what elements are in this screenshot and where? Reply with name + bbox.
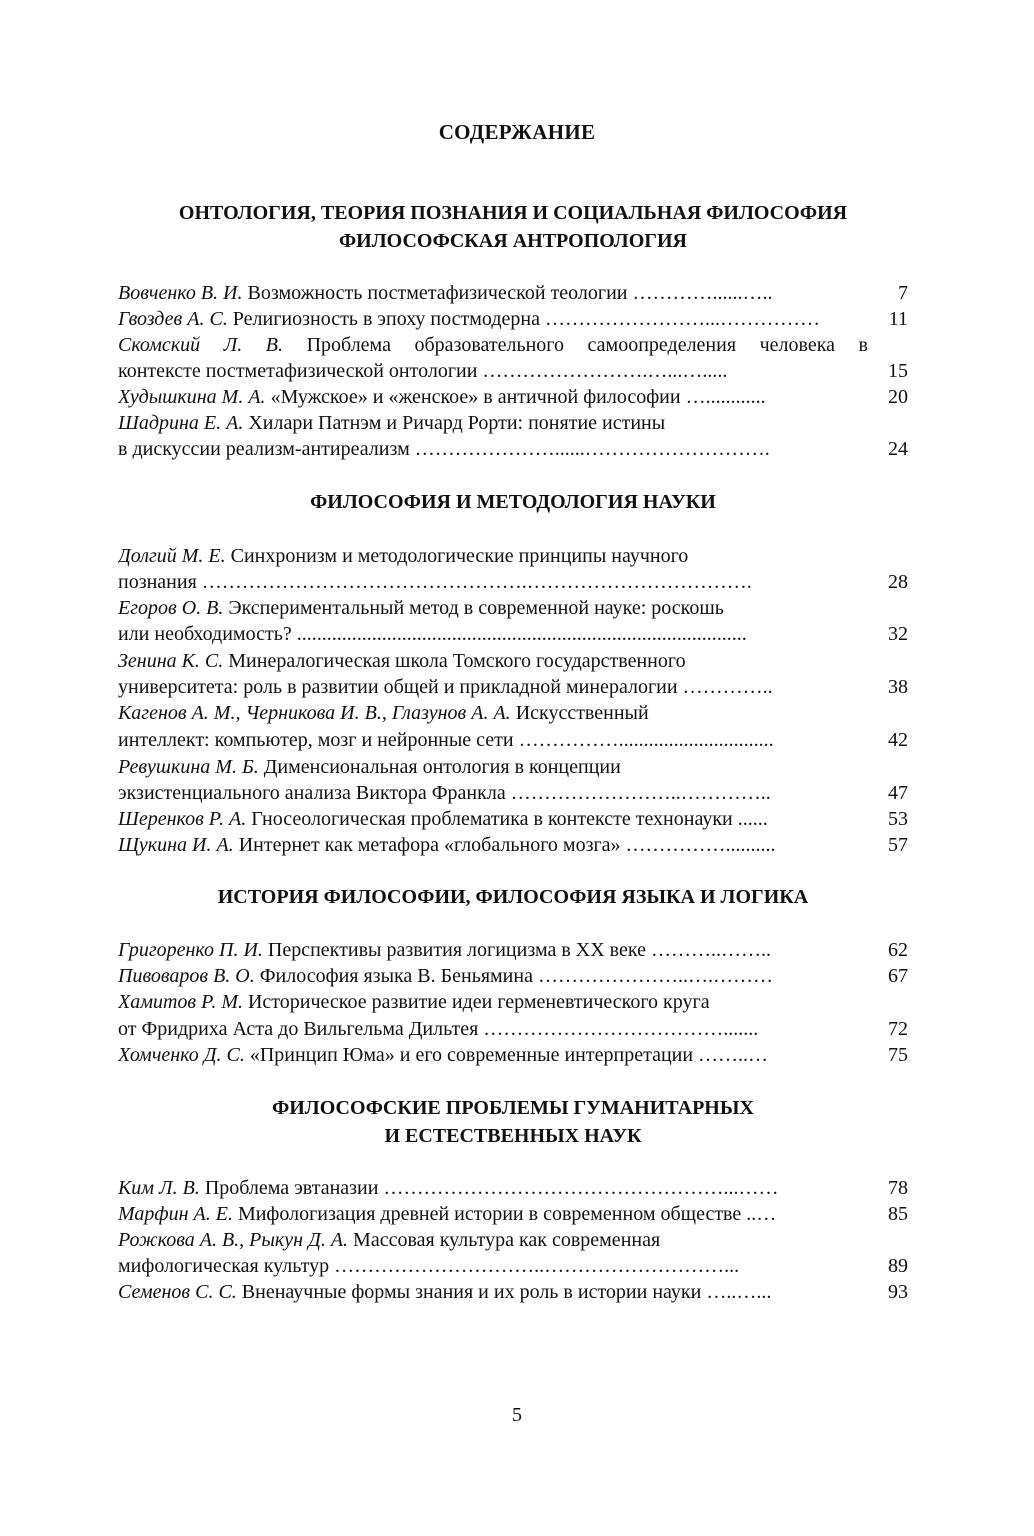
toc-entry (118, 754, 908, 780)
entry-page: 15 (888, 360, 908, 382)
entry-author: Григоренко П. И. (118, 939, 263, 961)
toc-entry (118, 963, 908, 989)
entry-author: Кагенов А. М., Черникова И. В., Глазунов А. А. (118, 702, 511, 724)
entry-author: Семенов С. С. (118, 1281, 237, 1303)
section-heading-line: ФИЛОСОФСКИЕ ПРОБЛЕМЫ ГУМАНИТАРНЫХ (272, 1097, 754, 1119)
section-heading (118, 1094, 908, 1150)
entry-author: Шадрина Е. А. (118, 412, 244, 434)
entry-page: 32 (888, 623, 908, 645)
entry-page: 42 (888, 729, 908, 751)
toc-entry (118, 937, 908, 963)
toc-entry-continuation (118, 1253, 908, 1279)
entry-title: Проблема образовательного самоопределения человека в (283, 334, 868, 356)
entry-page: 38 (888, 676, 908, 698)
entry-title: от Фридриха Аста до Вильгельма Дильтея ………………………………....... (118, 1018, 759, 1040)
toc-entry (118, 332, 908, 358)
entry-title: Вненаучные формы знания и их роль в истории науки …..…... (236, 1281, 772, 1303)
entry-author: Зенина К. С. (118, 650, 224, 672)
entry-author: Ревушкина М. Б. (118, 756, 259, 778)
entry-title: Мифологизация древней истории в современном обществе ..… (232, 1203, 777, 1225)
entry-title: Религиозность в эпоху постмодерна ……………………...…………… (227, 308, 820, 330)
entry-title: Гносеологическая проблематика в контексте технонауки ...... (246, 808, 768, 830)
entry-title: Массовая культура как современная (348, 1229, 661, 1251)
toc-entry-continuation (118, 1016, 908, 1042)
entry-author: Гвоздев А. С. (118, 308, 228, 330)
entry-page: 11 (888, 308, 908, 330)
toc-entry-continuation (118, 674, 908, 700)
entry-page: 75 (888, 1044, 908, 1066)
entry-title: «Мужское» и «женское» в античной философии …............ (265, 386, 766, 408)
entry-title: в дискуссии реализм-антиреализм …………………......………………………. (118, 438, 770, 460)
entry-page: 28 (888, 571, 908, 593)
toc-entry (118, 989, 908, 1015)
section-heading-line: ИСТОРИЯ ФИЛОСОФИИ, ФИЛОСОФИЯ ЯЗЫКА И ЛОГИКА (217, 886, 809, 908)
entry-author: Скомский Л. В. (118, 334, 284, 356)
toc-entry (118, 1042, 908, 1068)
entry-page: 20 (888, 386, 908, 408)
entry-title: Искусственный (510, 702, 649, 724)
toc-entry-continuation (118, 436, 908, 462)
entry-title: Экспериментальный метод в современной науке: роскошь (223, 597, 724, 619)
entry-author: Хамитов Р. М. (118, 991, 243, 1013)
toc-entry (118, 595, 908, 621)
page-title: СОДЕРЖАНИЕ (438, 120, 596, 144)
entry-author: Ким Л. В. (118, 1177, 200, 1199)
toc-entry (118, 280, 908, 306)
entry-page: 93 (888, 1281, 908, 1303)
toc-entry (118, 1227, 908, 1253)
page-number: 5 (512, 1404, 522, 1426)
entry-author: Щукина И. А. (118, 834, 234, 856)
entry-author: Долгий М. Е. (118, 545, 226, 567)
entry-author: Марфин А. Е. (118, 1203, 233, 1225)
entry-page: 53 (888, 808, 908, 830)
entry-title: Перспективы развития логицизма в ХХ веке ………..…….. (262, 939, 771, 961)
toc-entry (118, 1279, 908, 1305)
entry-page: 67 (888, 965, 908, 987)
entry-author: Хомченко Д. С. (118, 1044, 245, 1066)
toc-entry-continuation (118, 727, 908, 753)
entry-title: интеллект: компьютер, мозг и нейронные сети ……………............................... (118, 729, 774, 751)
entry-page: 78 (888, 1177, 908, 1199)
entry-author: Пивоваров В. О. (118, 965, 255, 987)
entry-title: или необходимость? .......................................................................................... (118, 623, 747, 645)
section-heading-line: ОНТОЛОГИЯ, ТЕОРИЯ ПОЗНАНИЯ И СОЦИАЛЬНАЯ ФИЛОСОФИЯ (178, 202, 848, 224)
section-heading (118, 199, 908, 255)
toc-entry (118, 384, 908, 410)
entry-author: Егоров О. В. (118, 597, 224, 619)
section-heading-line: И ЕСТЕСТВЕННЫХ НАУК (384, 1125, 642, 1147)
entry-page: 85 (888, 1203, 908, 1225)
entry-author: Шеренков Р. А. (118, 808, 247, 830)
entry-title: экзистенциального анализа Виктора Франкла ……………………..………….. (118, 782, 771, 804)
entry-title: познания ………………………………………….……………………………. (118, 571, 752, 593)
toc-entry (118, 1201, 908, 1227)
entry-page: 47 (888, 782, 908, 804)
section-heading-line: ФИЛОСОФИЯ И МЕТОДОЛОГИЯ НАУКИ (310, 491, 716, 513)
entry-title: Дименсиональная онтология в концепции (258, 756, 621, 778)
entry-page: 57 (888, 834, 908, 856)
section-heading (118, 488, 908, 516)
entry-title: мифологическая культур …………………………..………………………... (118, 1255, 740, 1277)
entry-title: контексте постметафизической онтологии …………………….…...…..... (118, 360, 728, 382)
entry-title: Синхронизм и методологические принципы научного (225, 545, 689, 567)
toc-entry-continuation (118, 780, 908, 806)
entry-author: Рожкова А. В., Рыкун Д. А. (118, 1229, 349, 1251)
toc-entry (118, 1175, 908, 1201)
toc-entry-continuation (118, 621, 908, 647)
toc-entry-continuation (118, 569, 908, 595)
toc-entry-continuation (118, 358, 908, 384)
toc-entry (118, 410, 908, 436)
toc-entry (118, 306, 908, 332)
entry-author: Вовченко В. И. (118, 282, 243, 304)
toc-entry (118, 543, 908, 569)
entry-title: Историческое развитие идеи герменевтического круга (242, 991, 710, 1013)
entry-title: «Принцип Юма» и его современные интерпретации ……..… (244, 1044, 769, 1066)
entry-title: Проблема эвтаназии ……………………………………………...…… (199, 1177, 779, 1199)
toc-entry (118, 700, 908, 726)
section-heading (118, 883, 908, 911)
toc-entry (118, 648, 908, 674)
section-heading-line: ФИЛОСОФСКАЯ АНТРОПОЛОГИЯ (339, 230, 687, 252)
entry-page: 62 (888, 939, 908, 961)
entry-title: Интернет как метафора «глобального мозга» …………….......... (233, 834, 776, 856)
entry-page: 7 (898, 282, 908, 304)
entry-title: Минералогическая школа Томского государственного (223, 650, 686, 672)
entry-page: 89 (888, 1255, 908, 1277)
entry-page: 72 (888, 1018, 908, 1040)
entry-title: Возможность постметафизической теологии …………......….. (242, 282, 773, 304)
toc-entry (118, 832, 908, 858)
entry-author: Худышкина М. А. (118, 386, 266, 408)
entry-title: Хилари Патнэм и Ричард Рорти: понятие истины (243, 412, 666, 434)
entry-title: университета: роль в развитии общей и прикладной минералогии ………….. (118, 676, 773, 698)
toc-entry (118, 806, 908, 832)
entry-title: Философия языка В. Беньямина …………………..….……… (254, 965, 773, 987)
entry-page: 24 (888, 438, 908, 460)
